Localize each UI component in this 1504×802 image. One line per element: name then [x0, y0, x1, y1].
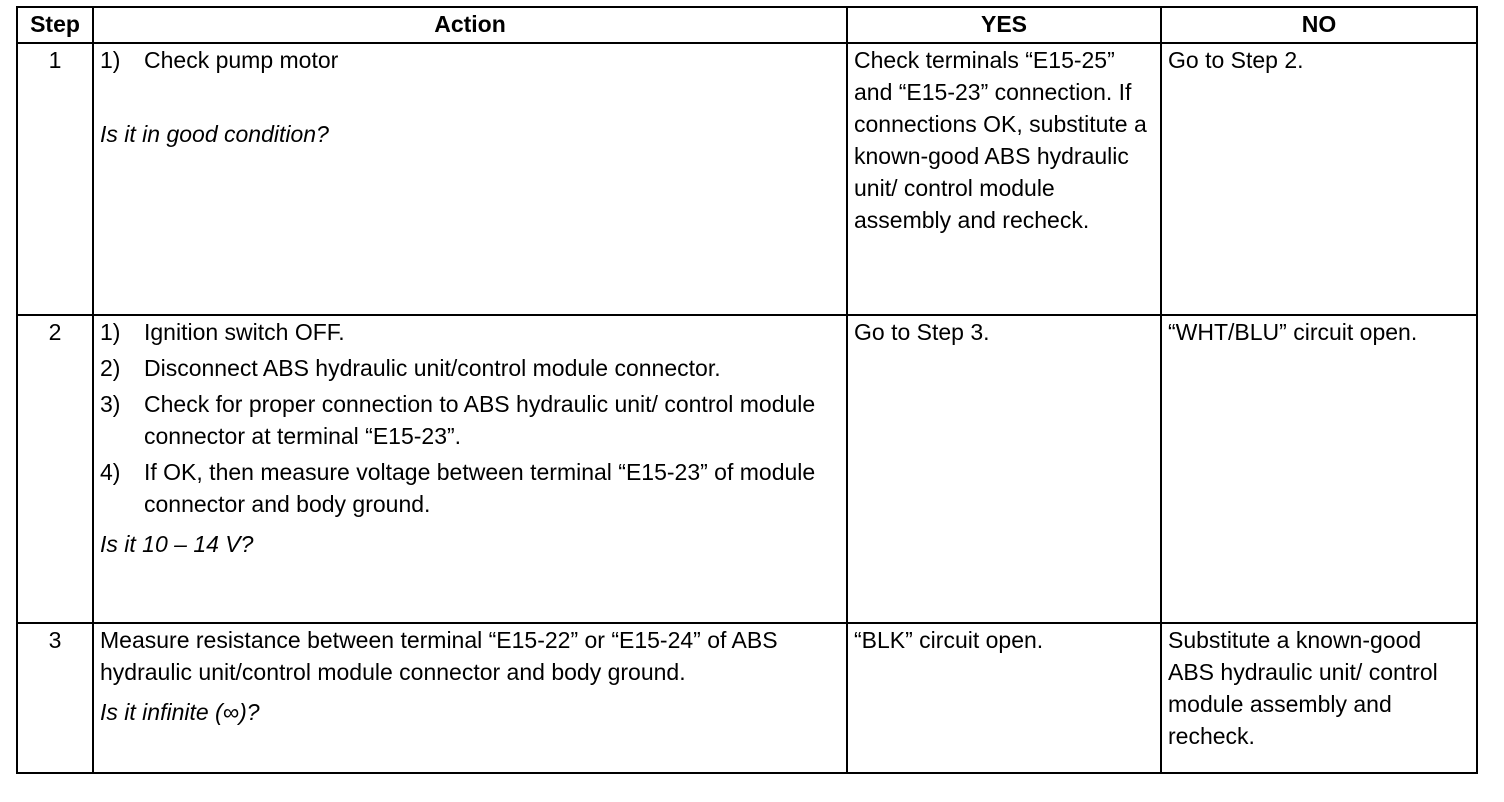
header-row: [17, 7, 1477, 43]
table-row: [17, 43, 1477, 315]
action-cell: [93, 623, 847, 773]
item-number: 1): [100, 319, 121, 345]
yes-cell: “BLK” circuit open.: [847, 623, 1161, 773]
no-header: NO: [1161, 7, 1477, 43]
action-item: [100, 456, 840, 520]
action-item: [100, 316, 840, 348]
yes-cell: Go to Step 3.: [847, 315, 1161, 623]
question-text: Is it in good condition?: [100, 121, 329, 147]
step-header: Step: [17, 7, 93, 43]
action-item: [100, 352, 840, 384]
item-text: Check pump motor: [144, 47, 339, 73]
item-number: 4): [100, 459, 121, 485]
table-row: [17, 623, 1477, 773]
no-cell: “WHT/BLU” circuit open.: [1161, 315, 1477, 623]
action-item: [100, 388, 840, 452]
question-text: Is it infinite (∞)?: [100, 699, 260, 725]
item-number: 2): [100, 355, 121, 381]
table-row: [17, 315, 1477, 623]
step-number: 3: [17, 623, 93, 773]
item-text: If OK, then measure voltage between terminal “E15-23” of module connector and body ground.: [144, 459, 816, 517]
item-number: 1): [100, 47, 121, 73]
item-text: Ignition switch OFF.: [144, 319, 345, 345]
action-text: Measure resistance between terminal “E15-22” or “E15-24” of ABS hydraulic unit/control module connector and body ground.: [100, 627, 778, 685]
action-header: Action: [93, 7, 847, 43]
item-text: Check for proper connection to ABS hydraulic unit/ control module connector at terminal “E15-23”.: [144, 391, 816, 449]
step-number: 2: [17, 315, 93, 623]
yes-cell: Check terminals “E15-25” and “E15-23” connection. If connections OK, substitute a known-good ABS hydraulic unit/ control module assembly and recheck.: [847, 43, 1161, 315]
yes-header: YES: [847, 7, 1161, 43]
no-cell: Substitute a known-good ABS hydraulic unit/ control module assembly and recheck.: [1161, 623, 1477, 773]
item-number: 3): [100, 391, 121, 417]
step-number: 1: [17, 43, 93, 315]
action-cell: [93, 43, 847, 315]
question-text: Is it 10 – 14 V?: [100, 531, 254, 557]
action-item: [100, 44, 840, 76]
troubleshooting-table: [16, 6, 1478, 774]
action-cell: [93, 315, 847, 623]
item-text: Disconnect ABS hydraulic unit/control module connector.: [144, 355, 721, 381]
no-cell: Go to Step 2.: [1161, 43, 1477, 315]
